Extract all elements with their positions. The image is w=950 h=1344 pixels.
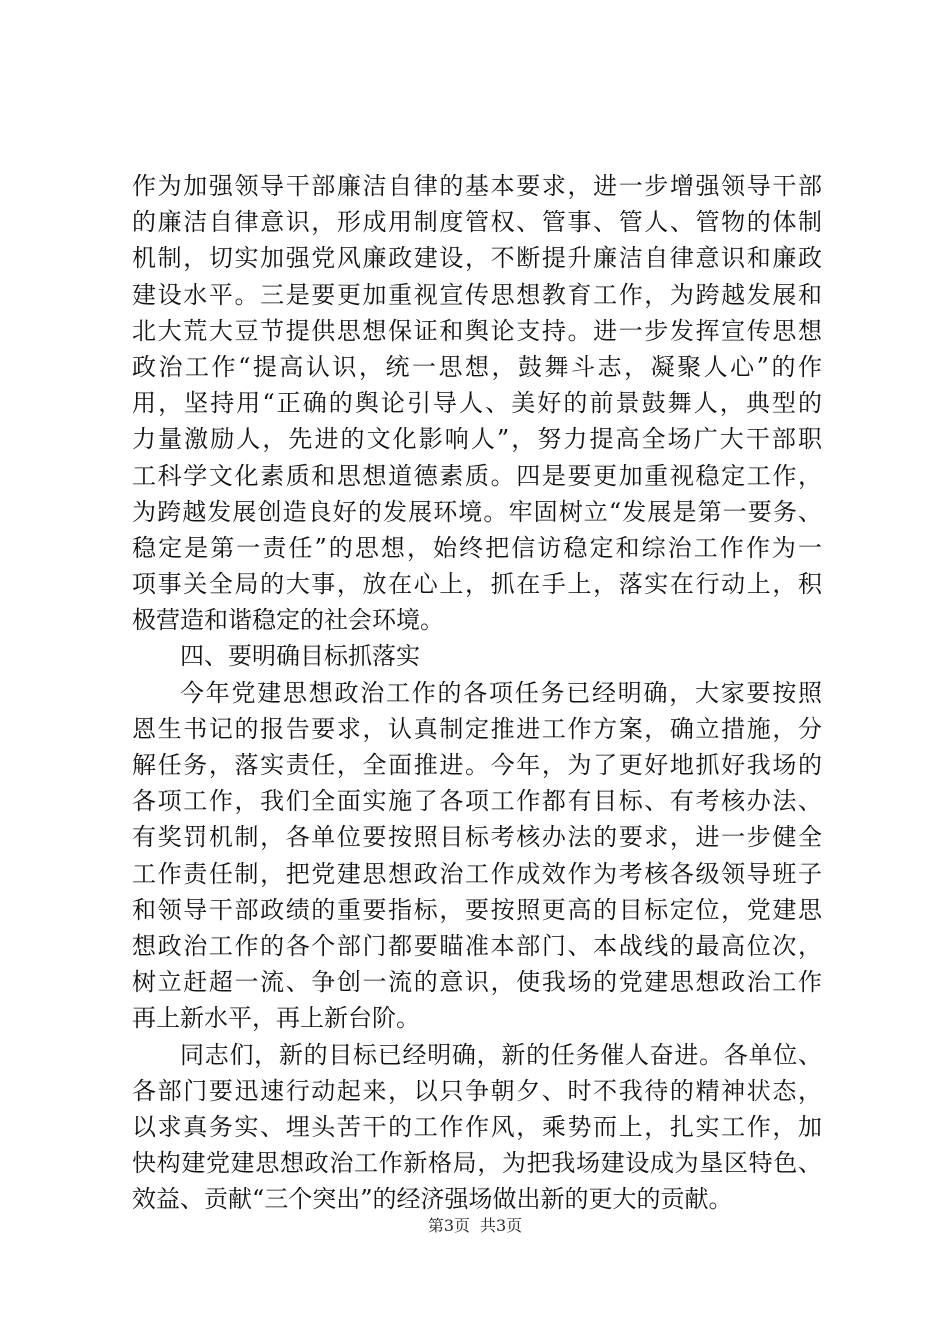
text-line: 北大荒大豆节提供思想保证和舆论支持。进一步发挥宣传思想 [132,316,822,345]
text-line: 再上新水平，再上新台阶。 [132,1004,420,1033]
text-line: 恩生书记的报告要求，认真制定推进工作方案，确立措施，分 [132,714,822,743]
text-line: 为跨越发展创造良好的发展环境。牢固树立“发展是第一要务、 [132,497,822,526]
text-line: 工作责任制，把党建思想政治工作成效作为考核各级领导班子 [132,859,822,888]
text-line: 的廉洁自律意识，形成用制度管权、管事、管人、管物的体制 [132,208,822,237]
text-line: 工科学文化素质和思想道德素质。四是要更加重视稳定工作， [132,461,822,490]
text-line: 想政治工作的各个部门都要瞄准本部门、本战线的最高位次， [132,931,822,960]
text-line: 同志们，新的目标已经明确，新的任务催人奋进。各单位、 [180,1040,822,1069]
text-line: 各项工作，我们全面实施了各项工作都有目标、有考核办法、 [132,787,822,816]
text-line: 解任务，落实责任，全面推进。今年，为了更好地抓好我场的 [132,751,822,779]
text-line: 各部门要迅速行动起来，以只争朝夕、时不我待的精神状态， [132,1076,822,1105]
page-number: 第3页 [427,1216,470,1235]
text-line: 机制，切实加强党风廉政建设，不断提升廉洁自律意识和廉政 [132,244,822,273]
total-pages: 共3页 [480,1216,523,1235]
page-footer [0,1214,950,1238]
text-line: 和领导干部政绩的重要指标，要按照更高的目标定位，党建思 [132,895,822,924]
text-line: 项事关全局的大事，放在心上，抓在手上，落实在行动上，积 [132,570,822,599]
text-line: 极营造和谐稳定的社会环境。 [132,606,444,635]
text-line: 今年党建思想政治工作的各项任务已经明确，大家要按照 [180,678,822,707]
text-line: 力量激励人，先进的文化影响人”，努力提高全场广大干部职 [132,425,822,454]
text-line: 树立赶超一流、争创一流的意识，使我场的党建思想政治工作 [132,968,822,997]
text-line: 用，坚持用“正确的舆论引导人、美好的前景鼓舞人，典型的 [132,389,822,418]
text-line: 政治工作“提高认识，统一思想，鼓舞斗志，凝聚人心”的作 [132,352,822,381]
text-line: 建设水平。三是要更加重视宣传思想教育工作，为跨越发展和 [132,280,822,309]
text-line: 快构建党建思想政治工作新格局，为把我场建设成为垦区特色、 [132,1149,822,1178]
text-line: 作为加强领导干部廉洁自律的基本要求，进一步增强领导干部 [132,172,822,200]
text-line: 效益、贡献“三个突出”的经济强场做出新的更大的贡献。 [132,1185,733,1214]
text-line: 稳定是第一责任”的思想，始终把信访稳定和综治工作作为一 [132,533,822,562]
section-heading: 四、要明确目标抓落实 [180,642,420,671]
text-line: 以求真务实、埋头苦干的工作作风，乘势而上，扎实工作，加 [132,1112,822,1141]
text-line: 有奖罚机制，各单位要按照目标考核办法的要求，进一步健全 [132,823,822,852]
document-body [132,168,822,1217]
